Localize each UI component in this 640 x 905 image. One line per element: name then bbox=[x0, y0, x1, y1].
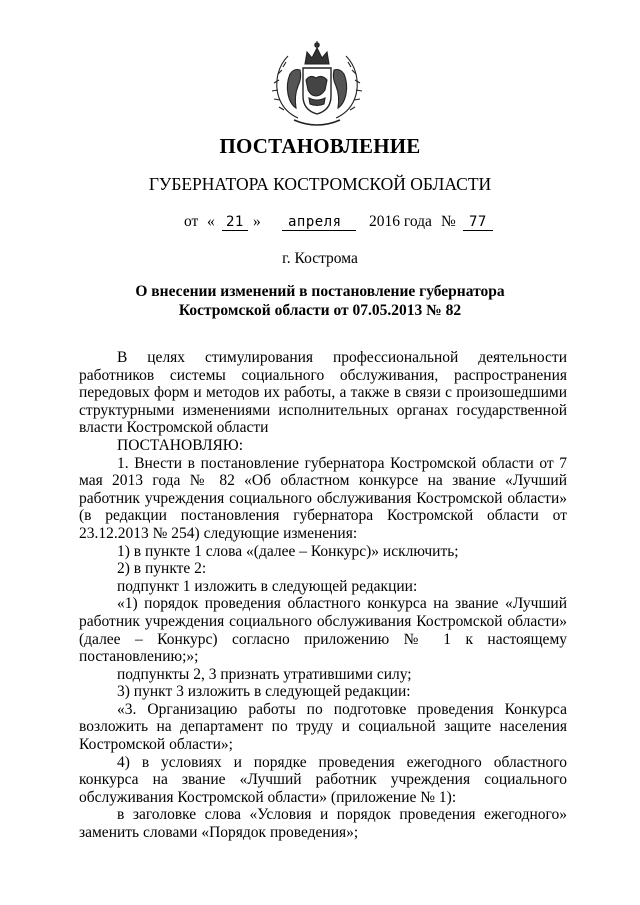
body-paragraph: в заголовке слова «Условия и порядок проведения ежегодного» заменить словами «Порядок проведения»; bbox=[79, 806, 567, 842]
body-preamble: В целях стимулирования профессиональной деятельности работников системы социального обслуживания, распространения передовых форм и методов их работы, а также в связи с произошедшими структурными изменениями исполнительных органах государственной власти Костромской области bbox=[79, 349, 567, 437]
coat-of-arms-icon bbox=[268, 40, 366, 130]
body-paragraph: 1) в пункте 1 слова «(далее – Конкурс)» исключить; bbox=[117, 542, 459, 560]
body-paragraph: 2) в пункте 2: bbox=[117, 560, 207, 578]
date-day: 21 bbox=[222, 214, 248, 231]
heading-line-2: Костромской области от 07.05.2013 № 82 bbox=[178, 302, 462, 319]
issuer-subtitle: ГУБЕРНАТОРА КОСТРОМСКОЙ ОБЛАСТИ bbox=[148, 174, 492, 194]
body-paragraph: 4) в условиях и порядке проведения ежегодного областного конкурса на звание «Лучший работник учреждения социального обслуживания Костромской области» (приложение № 1): bbox=[79, 753, 567, 806]
date-open-quote: « bbox=[207, 213, 215, 230]
date-prefix: от bbox=[184, 213, 199, 230]
date-number-line bbox=[0, 213, 640, 235]
document-title: ПОСТАНОВЛЕНИЕ bbox=[219, 134, 421, 158]
heading-line-1: О внесении изменений в постановление губернатора bbox=[135, 283, 505, 300]
date-month: апреля bbox=[282, 214, 356, 231]
body-decree: ПОСТАНОВЛЯЮ: bbox=[117, 436, 244, 454]
body-paragraph: «1) порядок проведения областного конкурса на звание «Лучший работник учреждения социального обслуживания Костромской области» (далее – Конкурс) согласно приложению № 1 к настоящему постановлению;»; bbox=[79, 595, 567, 666]
document-body bbox=[79, 349, 567, 842]
body-paragraph: подпункт 1 изложить в следующей редакции: bbox=[117, 577, 418, 595]
body-paragraph: подпункты 2, 3 признать утратившими силу; bbox=[117, 665, 412, 683]
issue-city: г. Кострома bbox=[282, 250, 358, 267]
document-number: 77 bbox=[463, 214, 493, 231]
body-paragraph: 3) пункт 3 изложить в следующей редакции: bbox=[117, 683, 411, 701]
date-year: 2016 года bbox=[369, 213, 432, 230]
body-paragraph: «3. Организацию работы по подготовке проведения Конкурса возложить на департамент по труду и социальной защите населения Костромской области»; bbox=[79, 700, 567, 754]
date-close-quote: » bbox=[253, 213, 261, 230]
body-paragraph: 1. Внести в постановление губернатора Костромской области от 7 мая 2013 года № 82 «Об областном конкурсе на звание «Лучший работник учреждения социального обслуживания Костромской области» (в редакции постановления губернатора Костромской области от 23.12.2013 № 254) следующие изменения: bbox=[79, 454, 567, 542]
document-heading bbox=[0, 282, 640, 320]
number-sign: № bbox=[441, 213, 456, 230]
